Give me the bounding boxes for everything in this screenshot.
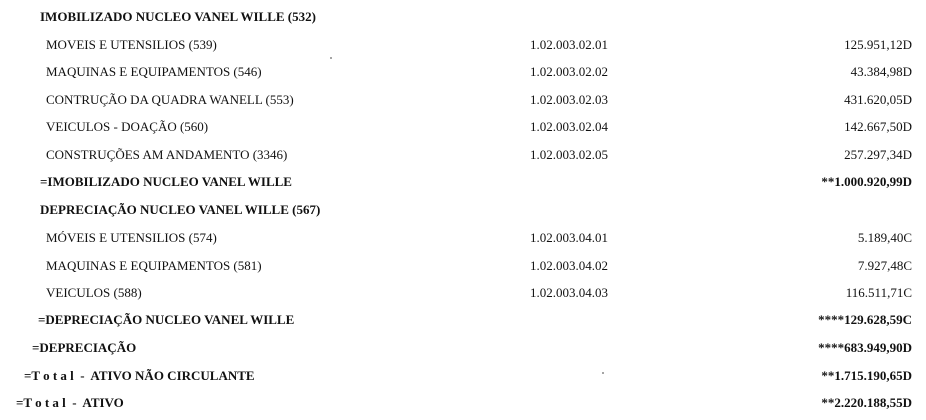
scan-speck — [602, 372, 604, 374]
row-label: MOVEIS E UTENSILIOS (539) — [46, 37, 217, 52]
table-row — [0, 35, 926, 55]
row-label: IMOBILIZADO NUCLEO VANEL WILLE (532) — [40, 9, 316, 24]
row-code: 1.02.003.02.04 — [530, 119, 608, 134]
row-label: =DEPRECIAÇÃO — [32, 340, 137, 355]
row-value: 431.620,05D — [844, 92, 912, 107]
row-value: **2.220.188,55D — [821, 395, 912, 410]
row-label: VEICULOS (588) — [46, 285, 142, 300]
row-value: 5.189,40C — [857, 230, 912, 245]
row-value: 116.511,71C — [845, 285, 912, 300]
row-code: 1.02.003.02.01 — [530, 37, 608, 52]
table-row — [0, 90, 926, 110]
row-label: MÓVEIS E UTENSILIOS (574) — [46, 230, 217, 245]
row-value: 125.951,12D — [844, 37, 912, 52]
row-value: 257.297,34D — [844, 147, 912, 162]
section-header-depreciacao — [0, 200, 926, 220]
table-row — [0, 117, 926, 137]
row-label: VEICULOS - DOAÇÃO (560) — [46, 119, 209, 134]
row-label: =DEPRECIAÇÃO NUCLEO VANEL WILLE — [38, 312, 295, 327]
table-row — [0, 62, 926, 82]
table-row — [0, 283, 926, 303]
section-header-imobilizado — [0, 7, 926, 27]
row-value: 43.384,98D — [850, 64, 912, 79]
subtotal-row-depreciacao-nucleo — [0, 310, 926, 330]
row-code: 1.02.003.04.02 — [530, 258, 608, 273]
row-code: 1.02.003.02.05 — [530, 147, 608, 162]
row-label: =T o t a l - ATIVO — [16, 395, 124, 410]
row-label: CONTRUÇÃO DA QUADRA WANELL (553) — [46, 92, 294, 107]
row-value: **1.715.190,65D — [821, 368, 912, 383]
row-label: =T o t a l - ATIVO NÃO CIRCULANTE — [24, 368, 255, 383]
row-code: 1.02.003.02.02 — [530, 64, 608, 79]
table-row — [0, 145, 926, 165]
subtotal-row-depreciacao — [0, 338, 926, 358]
row-value: ****683.949,90D — [818, 340, 912, 355]
row-label: DEPRECIAÇÃO NUCLEO VANEL WILLE (567) — [40, 202, 321, 217]
table-row — [0, 256, 926, 276]
row-code: 1.02.003.04.03 — [530, 285, 608, 300]
row-code: 1.02.003.02.03 — [530, 92, 608, 107]
row-label: MAQUINAS E EQUIPAMENTOS (581) — [46, 258, 262, 273]
scan-speck — [330, 57, 332, 59]
row-code: 1.02.003.04.01 — [530, 230, 608, 245]
row-label: =IMOBILIZADO NUCLEO VANEL WILLE — [40, 174, 292, 189]
total-row-ativo-nao-circulante — [0, 366, 926, 386]
subtotal-row-imobilizado — [0, 172, 926, 192]
row-value: 142.667,50D — [844, 119, 912, 134]
row-value: 7.927,48C — [857, 258, 912, 273]
row-label: MAQUINAS E EQUIPAMENTOS (546) — [46, 64, 262, 79]
row-value: **1.000.920,99D — [821, 174, 912, 189]
table-row — [0, 228, 926, 248]
row-value: ****129.628,59C — [818, 312, 912, 327]
row-label: CONSTRUÇÕES AM ANDAMENTO (3346) — [46, 147, 288, 162]
total-row-ativo — [0, 393, 926, 413]
